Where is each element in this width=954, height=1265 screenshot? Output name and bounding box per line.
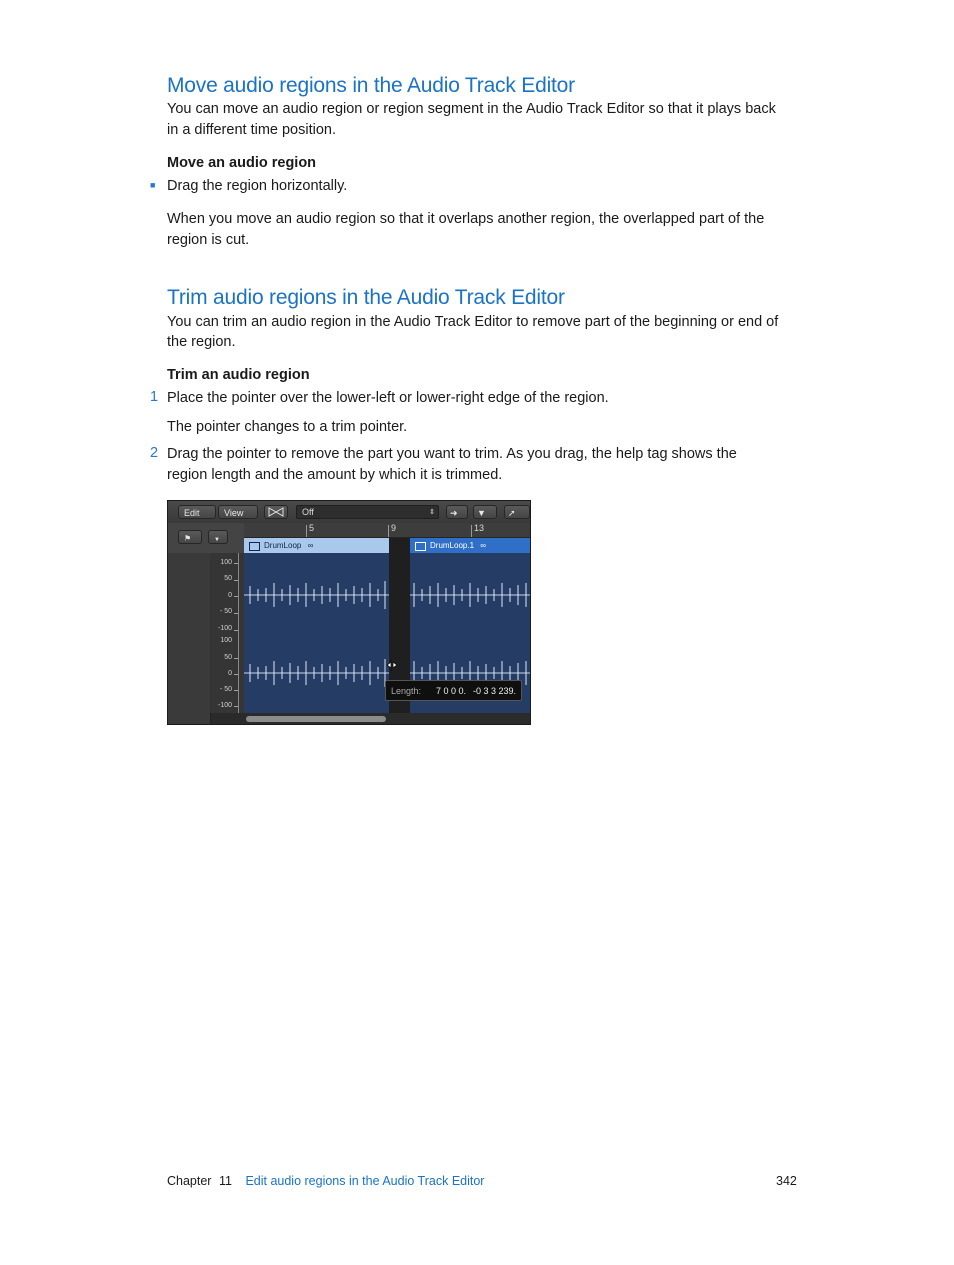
scale-label: -100: [217, 702, 232, 709]
link-arrow-icon: ➜: [450, 508, 458, 518]
section-heading-trim: Trim audio regions in the Audio Track Editor: [167, 286, 565, 309]
track-header-area: [168, 523, 244, 554]
scrollbar-thumb[interactable]: [246, 716, 386, 722]
ruler-bar-5: 5: [309, 523, 315, 533]
scale-label: 0: [228, 670, 232, 677]
help-tag-label: Length:: [391, 686, 422, 696]
stepper-icon: ⇕: [429, 509, 435, 516]
step1-text: Place the pointer over the lower-left or lower-right edge of the region.: [167, 390, 609, 406]
move-note-line2: region is cut.: [167, 232, 250, 248]
pointer-arrow-icon: ➚: [508, 508, 516, 518]
view-menu-button[interactable]: [218, 505, 258, 519]
ruler-tick: [471, 525, 472, 537]
move-bullet-text: Drag the region horizontally.: [167, 178, 348, 194]
view-menu-label: View: [224, 508, 244, 518]
flag-button[interactable]: [178, 530, 202, 544]
scale-label: 100: [220, 559, 232, 566]
footer-chapter-number: 11: [218, 1174, 232, 1188]
track-list-panel: [168, 553, 211, 725]
pointer-tool-button[interactable]: [504, 505, 530, 519]
trim-pointer-icon: [386, 658, 398, 672]
flag-icon: ⚑: [184, 534, 192, 543]
ruler-tick: [388, 525, 389, 537]
editor-toolbar: [168, 501, 531, 524]
scale-label: 50: [224, 654, 232, 661]
region-name: DrumLoop.1: [430, 541, 475, 550]
edit-menu-button[interactable]: [178, 505, 216, 519]
step1-result: The pointer changes to a trim pointer.: [167, 419, 408, 435]
snap-mode-value: Off: [302, 507, 314, 517]
funnel-icon: ▼: [477, 508, 486, 518]
trim-intro-line1: You can trim an audio region in the Audio Track Editor to remove part of the beginning or end of: [167, 314, 779, 330]
step-number-1: 1: [150, 389, 159, 405]
footer-chapter: [167, 1174, 484, 1188]
edit-menu-label: Edit: [184, 508, 200, 518]
move-intro-line2: in a different time position.: [167, 122, 336, 138]
page-number: 342: [776, 1174, 797, 1188]
ruler-bar-9: 9: [391, 523, 397, 533]
region-icon: [415, 542, 426, 551]
scale-label: - 50: [219, 686, 232, 693]
loop-icon: ∞: [307, 541, 314, 550]
disclosure-button[interactable]: [208, 530, 228, 544]
scale-label: 50: [224, 575, 232, 582]
horizontal-scrollbar[interactable]: [244, 713, 531, 725]
snap-mode-select[interactable]: [296, 505, 439, 519]
section-heading-move: Move audio regions in the Audio Track Editor: [167, 74, 575, 97]
bar-ruler[interactable]: [244, 523, 531, 538]
step2-text-line1: Drag the pointer to remove the part you want to trim. As you drag, the help tag shows the: [167, 446, 737, 462]
task-title-move: Move an audio region: [167, 155, 317, 171]
loop-icon: ∞: [480, 541, 486, 550]
step2-text-line2: region length and the amount by which it is trimmed.: [167, 467, 503, 483]
scale-label: 0: [228, 592, 232, 599]
help-tag-trim: -0 3 3 239.: [473, 686, 517, 696]
region-icon: [249, 542, 260, 551]
bowtie-icon: [268, 507, 284, 517]
scale-label: 100: [220, 637, 232, 644]
region-drumloop1-header[interactable]: [410, 538, 531, 553]
region-drumloop-header[interactable]: [244, 538, 389, 553]
flex-tool-button[interactable]: [473, 505, 497, 519]
region-drumloop-waveform[interactable]: [244, 553, 389, 713]
step-number-2: 2: [150, 445, 159, 461]
footer-chapter-label: Chapter: [167, 1174, 212, 1188]
help-tag: [385, 680, 522, 701]
scale-label: - 50: [219, 608, 232, 615]
scale-axis: [238, 553, 239, 713]
waveform-svg: [244, 553, 389, 713]
link-button[interactable]: [446, 505, 468, 519]
amplitude-scale: [210, 553, 244, 713]
bullet-square-icon: ■: [150, 180, 156, 190]
scale-label: -100: [217, 625, 232, 632]
move-intro-line1: You can move an audio region or region segment in the Audio Track Editor so that it plays back: [167, 101, 776, 117]
task-title-trim: Trim an audio region: [167, 367, 310, 383]
catch-playhead-button[interactable]: [264, 505, 288, 519]
footer-chapter-link[interactable]: Edit audio regions in the Audio Track Editor: [245, 1174, 485, 1188]
help-tag-length: 7 0 0 0.: [436, 686, 467, 696]
ruler-tick: [306, 525, 307, 537]
region-name: DrumLoop: [264, 541, 302, 550]
trim-intro-line2: the region.: [167, 334, 236, 350]
audio-track-editor-screenshot: [167, 500, 531, 725]
chevron-down-icon: ▼: [214, 537, 220, 543]
move-note-line1: When you move an audio region so that it overlaps another region, the overlapped part of the: [167, 211, 765, 227]
ruler-bar-13: 13: [474, 523, 485, 533]
